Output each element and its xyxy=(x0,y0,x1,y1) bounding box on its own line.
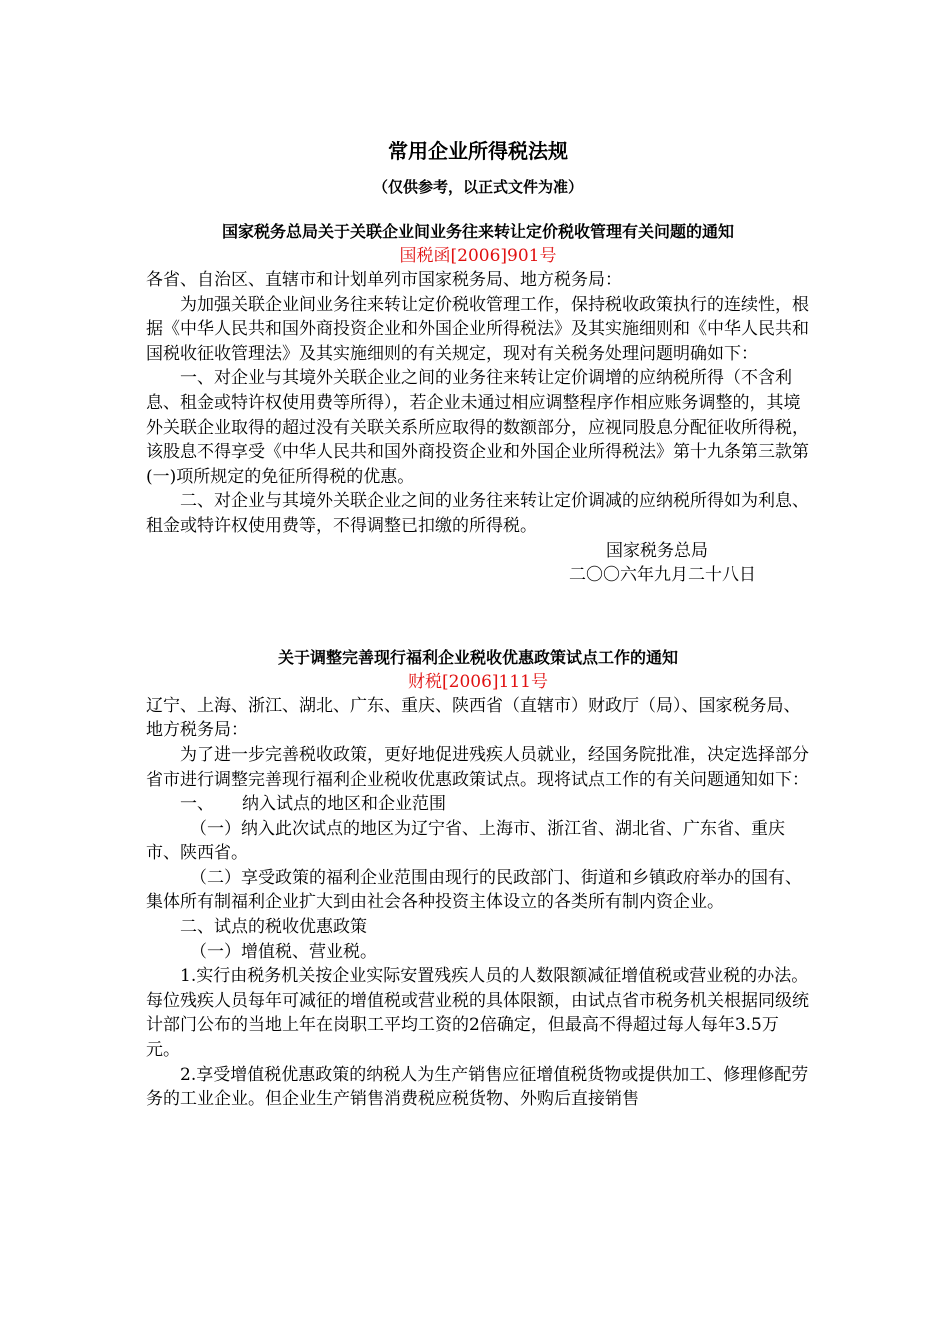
notice-2-recipients: 辽宁、上海、浙江、湖北、广东、重庆、陕西省（直辖市）财政厅（局）、国家税务局、地方税务局： xyxy=(146,695,801,741)
section-1-text: 纳入试点的地区和企业范围 xyxy=(242,794,446,815)
notice-2-section-2: 二、试点的税收优惠政策 xyxy=(180,917,367,938)
notice-2-section-1 xyxy=(146,792,810,817)
notice-1-recipients: 各省、自治区、直辖市和计划单列市国家税务局、地方税务局： xyxy=(146,270,622,290)
notice-1-date: 二〇〇六年九月二十八日 xyxy=(569,565,756,586)
notice-2-point-1: 1.实行由税务机关按企业实际安置残疾人员的人数限额减征增值税或营业税的办法。每位残疾人员每年可减征的增值税或营业税的具体限额，由试点省市税务机关根据同级统计部门公布的当地上年在岗职工平均工资的2倍确定，但最高不得超过每人每年3.5万元。 xyxy=(146,966,809,1061)
notice-1-item-1: 一、对企业与其境外关联企业之间的业务往来转让定价调增的应纳税所得（不含利息、租金或特许权使用费等所得），若企业未通过相应调整程序作相应账务调整的，其境外关联企业取得的超过没有关联关系所应取得的数额部分，应视同股息分配征收所得税，该股息不得享受《中华人民共和国外商投资企业和外国企业所得税法》第十九条第三款第(一)项所规定的免征所得税的优惠。 xyxy=(146,368,809,487)
notice-2-sub-3: （一）增值税、营业税。 xyxy=(190,941,377,962)
notice-2-sub-1: （一）纳入此次试点的地区为辽宁省、上海市、浙江省、湖北省、广东省、重庆市、陕西省。 xyxy=(146,818,785,864)
notice-1-intro: 为加强关联企业间业务往来转让定价税收管理工作，保持税收政策执行的连续性，根据《中华人民共和国外商投资企业和外国企业所得税法》及其实施细则和《中华人民共和国税收征收管理法》及其实施细则的有关规定，现对有关税务处理问题明确如下： xyxy=(146,294,809,364)
notice-2 xyxy=(146,646,810,1112)
notice-1 xyxy=(146,220,810,588)
notice-2-point-2: 2.享受增值税优惠政策的纳税人为生产销售应征增值税货物或提供加工、修理修配劳务的工业企业。但企业生产销售消费税应税货物、外购后直接销售 xyxy=(146,1064,809,1110)
notice-1-signature: 国家税务总局 xyxy=(606,540,708,561)
notice-2-title: 关于调整完善现行福利企业税收优惠政策试点工作的通知 xyxy=(277,647,678,667)
section-1-number: 一、 xyxy=(180,794,214,815)
notice-2-sub-2: （二）享受政策的福利企业范围由现行的民政部门、街道和乡镇政府举办的国有、集体所有制福利企业扩大到由社会各种投资主体设立的各类所有制内资企业。 xyxy=(146,867,802,913)
notice-1-item-2: 二、对企业与其境外关联企业之间的业务往来转让定价调减的应纳税所得如为利息、租金或特许权使用费等，不得调整已扣缴的所得税。 xyxy=(146,491,809,536)
notice-1-title: 国家税务总局关于关联企业间业务往来转让定价税收管理有关问题的通知 xyxy=(221,222,734,241)
document-body xyxy=(146,136,810,1112)
document-title: 常用企业所得税法规 xyxy=(388,139,568,163)
document-subtitle: （仅供参考，以正式文件为准） xyxy=(372,178,583,196)
notice-2-intro: 为了进一步完善税收政策，更好地促进残疾人员就业，经国务院批准，决定选择部分省市进行调整完善现行福利企业税收优惠政策试点。现将试点工作的有关问题通知如下： xyxy=(146,744,809,790)
notice-1-number: 国税函[2006]901号 xyxy=(399,246,557,266)
notice-2-number: 财税[2006]111号 xyxy=(408,671,548,692)
